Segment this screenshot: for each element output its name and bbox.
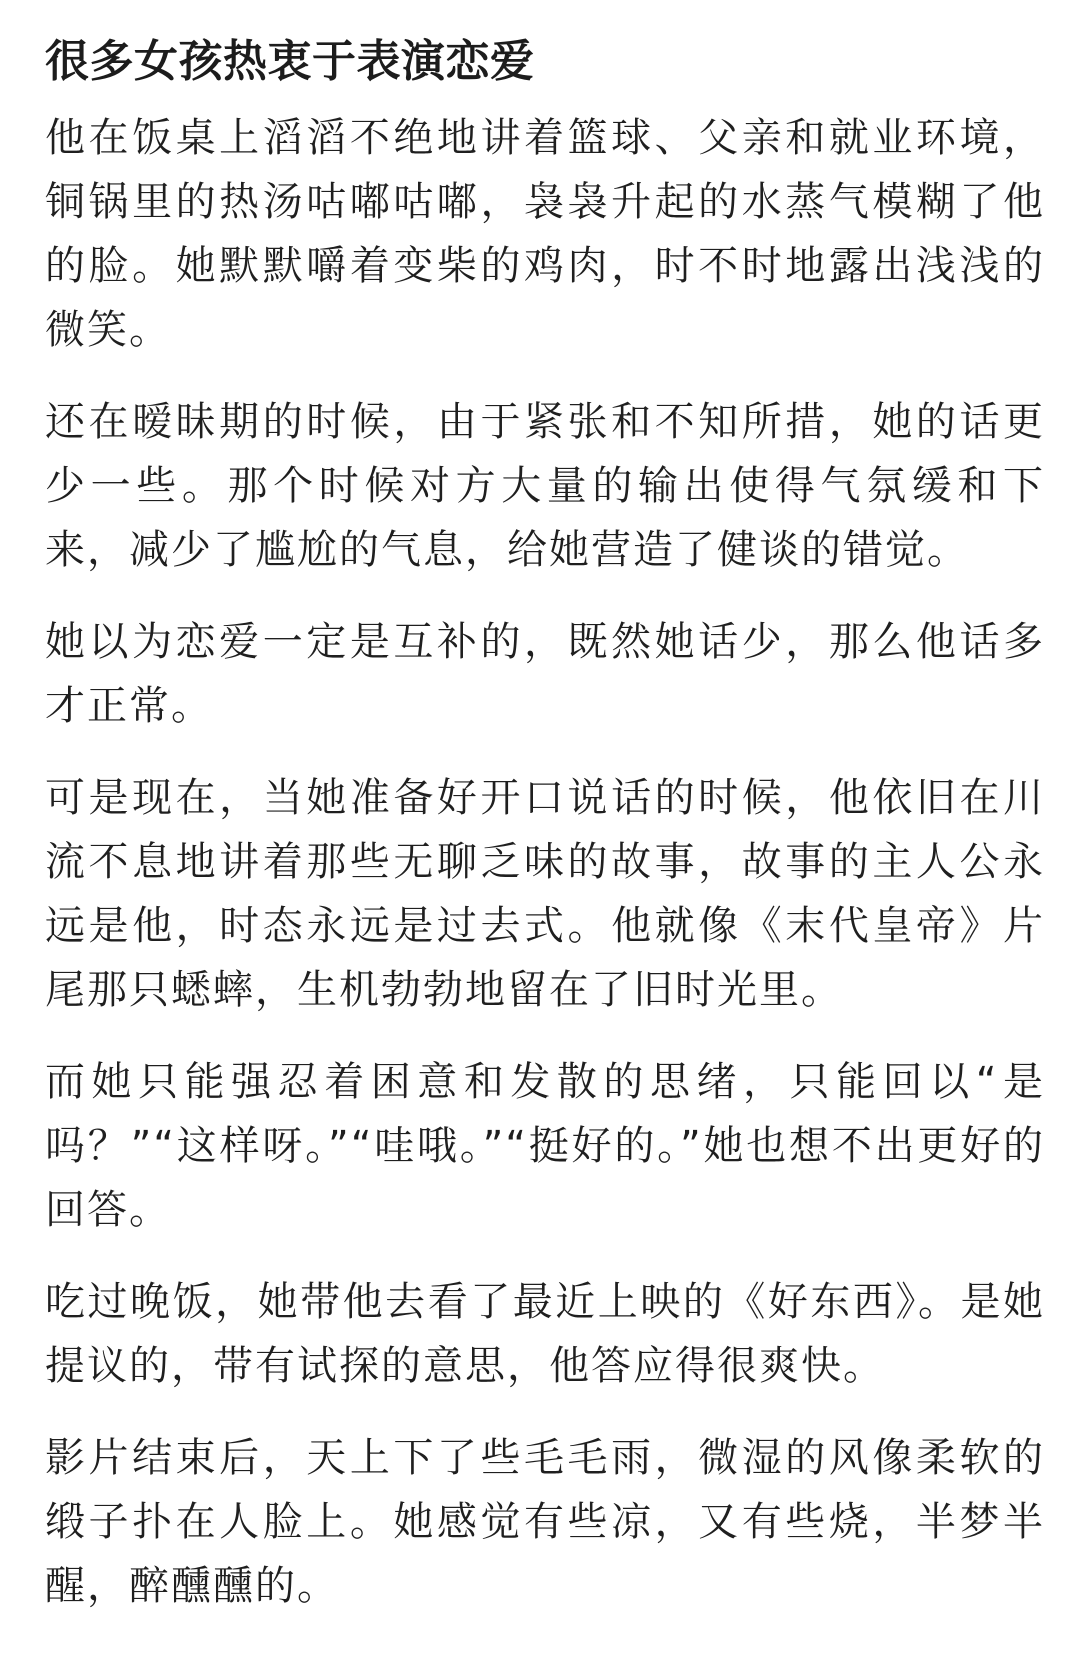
paragraph-3: 她以为恋爱一定是互补的，既然她话少，那么他话多才正常。 xyxy=(45,619,1045,729)
paragraph-5: 而她只能强忍着困意和发散的思绪，只能回以“是吗？”“这样呀。”“哇哦。”“挺好的。”她也想不出更好的回答。 xyxy=(45,1059,1045,1233)
paragraph-7: 影片结束后，天上下了些毛毛雨，微湿的风像柔软的缎子扑在人脸上。她感觉有些凉，又有些烧，半梦半醒，醉醺醺的。 xyxy=(45,1435,1045,1609)
paragraph-4: 可是现在，当她准备好开口说话的时候，他依旧在川流不息地讲着那些无聊乏味的故事，故事的主人公永远是他，时态永远是过去式。他就像《末代皇帝》片尾那只蟋蟀，生机勃勃地留在了旧时光里。 xyxy=(45,775,1045,1013)
article-title: 很多女孩热衷于表演恋爱 xyxy=(45,36,535,87)
article xyxy=(45,18,1045,1618)
paragraph-2: 还在暧昧期的时候，由于紧张和不知所措，她的话更少一些。那个时候对方大量的输出使得气氛缓和下来，减少了尴尬的气息，给她营造了健谈的错觉。 xyxy=(45,399,1045,573)
paragraph-1: 他在饭桌上滔滔不绝地讲着篮球、父亲和就业环境，铜锅里的热汤咕嘟咕嘟，袅袅升起的水蒸气模糊了他的脸。她默默嚼着变柴的鸡肉，时不时地露出浅浅的微笑。 xyxy=(45,115,1045,353)
paragraph-6: 吃过晚饭，她带他去看了最近上映的《好东西》。是她提议的，带有试探的意思，他答应得很爽快。 xyxy=(45,1279,1045,1389)
